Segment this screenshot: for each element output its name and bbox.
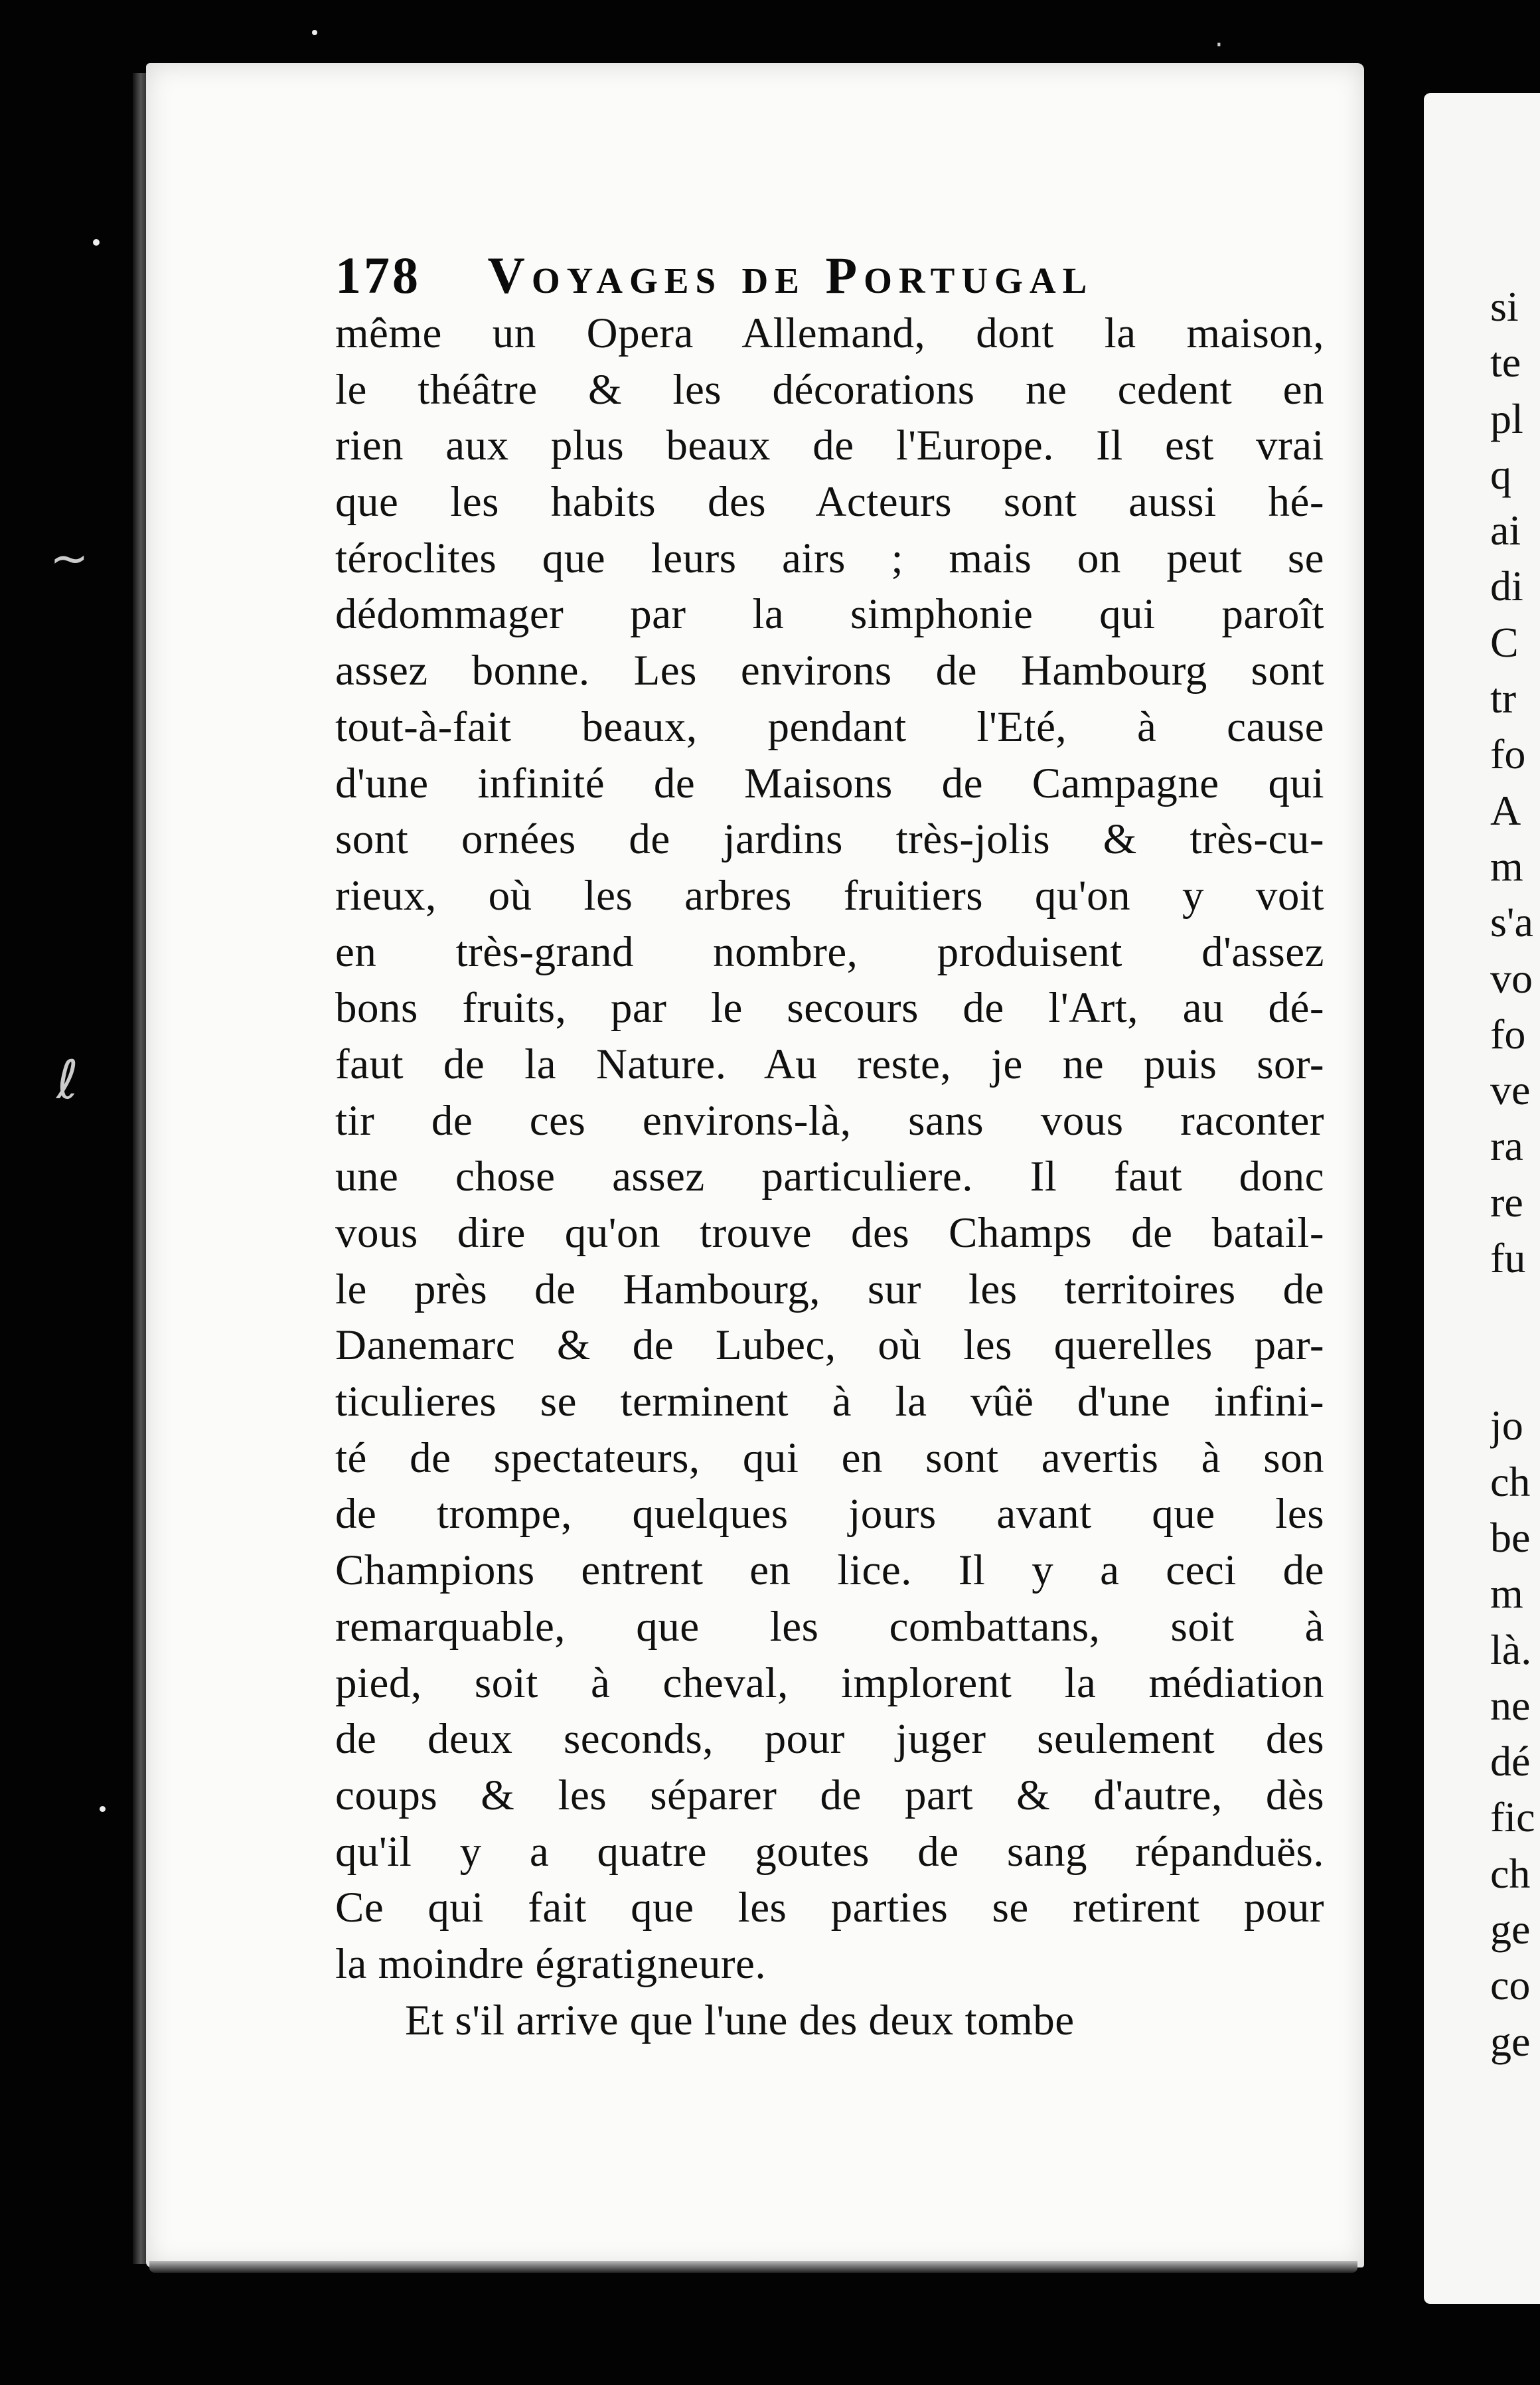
facing-fragment: co bbox=[1490, 1961, 1531, 2009]
facing-fragment: C bbox=[1490, 618, 1519, 666]
facing-fragment: ge bbox=[1490, 1906, 1531, 1953]
facing-fragment: re bbox=[1490, 1178, 1523, 1226]
text-line: de deux seconds, pour juger seulement des bbox=[335, 1715, 1324, 1764]
text-line: même un Opera Allemand, dont la maison, bbox=[335, 309, 1324, 357]
text-line: Danemarc & de Lubec, où les querelles par- bbox=[335, 1321, 1324, 1370]
text-line: le près de Hambourg, sur les territoires de bbox=[335, 1265, 1324, 1313]
text-line: la moindre égratigneure. bbox=[335, 1939, 767, 1988]
facing-gap bbox=[1490, 1286, 1540, 1398]
scan-dust bbox=[312, 30, 317, 35]
facing-page-text bbox=[1490, 279, 1540, 2070]
facing-fragment: vo bbox=[1490, 954, 1533, 1002]
facing-fragment: fu bbox=[1490, 1234, 1526, 1282]
facing-fragment: q bbox=[1490, 450, 1511, 498]
text-line: faut de la Nature. Au reste, je ne puis sor- bbox=[335, 1040, 1324, 1088]
facing-fragment: be bbox=[1490, 1513, 1531, 1561]
text-line: qu'il y a quatre goutes de sang répanduës. bbox=[335, 1827, 1324, 1876]
facing-fragment: fo bbox=[1490, 730, 1526, 778]
facing-fragment: ai bbox=[1490, 507, 1521, 554]
facing-fragment: jo bbox=[1490, 1402, 1523, 1449]
text-line: tout-à-fait beaux, pendant l'Eté, à cause bbox=[335, 702, 1324, 751]
text-line: pied, soit à cheval, implorent la médiation bbox=[335, 1659, 1324, 1707]
text-line: ticulieres se terminent à la vûë d'une infini- bbox=[335, 1378, 1324, 1426]
scan-scratch-mark: ℓ bbox=[56, 1049, 79, 1111]
facing-fragment: s'a bbox=[1490, 898, 1533, 946]
page-header bbox=[335, 239, 1331, 312]
text-line: d'une infinité de Maisons de Campagne qui bbox=[335, 759, 1324, 807]
facing-fragment: dé bbox=[1490, 1738, 1531, 1785]
text-line: de trompe, quelques jours avant que les bbox=[335, 1490, 1324, 1538]
scan-dust bbox=[100, 1806, 106, 1812]
facing-fragment: ve bbox=[1490, 1066, 1531, 1114]
page-edge-bottom bbox=[149, 2261, 1357, 2273]
text-line: le théâtre & les décorations ne cedent en bbox=[335, 365, 1324, 414]
text-line: Champions entrent en lice. Il y a ceci de bbox=[335, 1546, 1324, 1595]
text-line: bons fruits, par le secours de l'Art, au dé- bbox=[335, 984, 1324, 1032]
facing-fragment: ne bbox=[1490, 1681, 1531, 1729]
facing-fragment: te bbox=[1490, 339, 1521, 386]
text-line: une chose assez particuliere. Il faut donc bbox=[335, 1153, 1324, 1201]
facing-fragment: ge bbox=[1490, 2017, 1531, 2065]
text-line: remarquable, que les combattans, soit à bbox=[335, 1602, 1324, 1651]
facing-fragment: ra bbox=[1490, 1122, 1523, 1170]
facing-fragment: pl bbox=[1490, 394, 1523, 442]
text-line: rieux, où les arbres fruitiers qu'on y voit bbox=[335, 871, 1324, 920]
facing-fragment: m bbox=[1490, 1570, 1523, 1617]
text-line: tir de ces environs-là, sans vous raconter bbox=[335, 1096, 1324, 1145]
text-line: Ce qui fait que les parties se retirent pour bbox=[335, 1884, 1324, 1932]
text-line: té de spectateurs, qui en sont avertis à son bbox=[335, 1434, 1324, 1482]
text-line: en très-grand nombre, produisent d'assez bbox=[335, 928, 1324, 976]
text-line: Et s'il arrive que l'une des deux tombe bbox=[405, 1996, 1075, 2044]
facing-fragment: ch bbox=[1490, 1457, 1531, 1505]
text-line: assez bonne. Les environs de Hambourg sont bbox=[335, 647, 1324, 695]
page-number: 178 bbox=[335, 246, 421, 304]
scan-scratch-mark: ~ bbox=[50, 531, 89, 586]
text-line: dédommager par la simphonie qui paroît bbox=[335, 590, 1324, 639]
facing-fragment: fo bbox=[1490, 1010, 1526, 1058]
text-line: sont ornées de jardins très-jolis & très-cu- bbox=[335, 815, 1324, 864]
scan-dust bbox=[93, 239, 100, 246]
text-line: vous dire qu'on trouve des Champs de batail- bbox=[335, 1209, 1324, 1257]
scan-scratch-mark: · bbox=[1215, 30, 1223, 60]
facing-fragment: di bbox=[1490, 562, 1523, 610]
body-text bbox=[335, 305, 1324, 2048]
text-line: que les habits des Acteurs sont aussi hé- bbox=[335, 478, 1324, 527]
text-line: coups & les séparer de part & d'autre, dès bbox=[335, 1771, 1324, 1819]
text-line: rien aux plus beaux de l'Europe. Il est vrai bbox=[335, 422, 1324, 470]
text-line: téroclites que leurs airs ; mais on peut se bbox=[335, 534, 1324, 582]
facing-fragment: si bbox=[1490, 283, 1519, 330]
facing-fragment: tr bbox=[1490, 675, 1517, 722]
facing-fragment: m bbox=[1490, 842, 1523, 890]
facing-fragment: ch bbox=[1490, 1849, 1531, 1897]
running-title: Voyages de Portugal bbox=[487, 246, 1094, 304]
facing-fragment: A bbox=[1490, 786, 1521, 834]
facing-fragment: là. bbox=[1490, 1625, 1532, 1673]
facing-fragment: fic bbox=[1490, 1793, 1535, 1841]
